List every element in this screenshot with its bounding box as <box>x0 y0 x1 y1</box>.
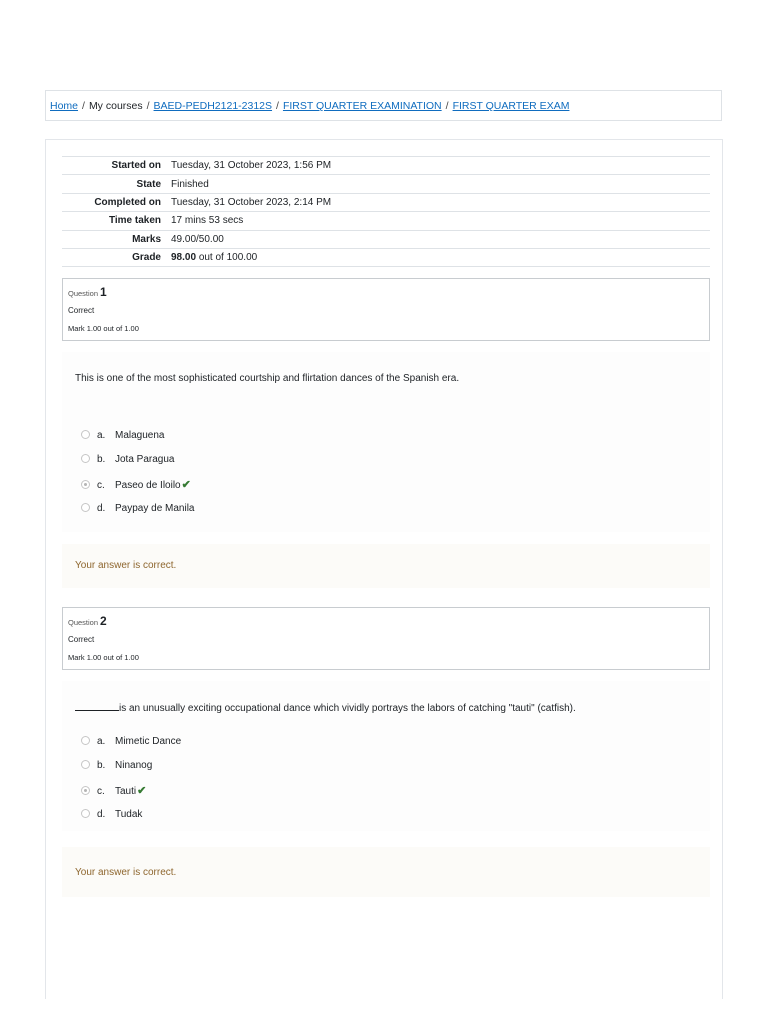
option-label: Tudak <box>115 809 143 820</box>
breadcrumb-home-link[interactable]: Home <box>50 100 79 112</box>
breadcrumb-course-link[interactable]: BAED-PEDH2121-2312S <box>153 100 273 112</box>
radio-button[interactable] <box>81 454 90 463</box>
radio-button-checked[interactable] <box>81 480 90 489</box>
answer-blank <box>75 701 119 711</box>
radio-button[interactable] <box>81 760 90 769</box>
question-text-wrap <box>75 701 576 714</box>
grade-label: Grade <box>132 252 161 264</box>
question-mark: Mark 1.00 out of 1.00 <box>68 653 139 662</box>
checkmark-icon: ✔ <box>181 479 191 491</box>
option-label: Paseo de Iloilo <box>115 480 181 491</box>
grade-suffix: out of 100.00 <box>198 252 258 264</box>
breadcrumb-separator: / <box>82 100 85 112</box>
option-label: Jota Paragua <box>115 454 175 465</box>
option-letter: a. <box>97 736 106 747</box>
question-text: is an unusually exciting occupational dance which vividly portrays the labors of catching "tauti" (catfish). <box>119 703 576 714</box>
question-number-label <box>68 614 107 628</box>
breadcrumb-my-courses: My courses <box>88 100 143 112</box>
question-number: 2 <box>100 614 107 628</box>
radio-button[interactable] <box>81 736 90 745</box>
question-mark: Mark 1.00 out of 1.00 <box>68 324 139 333</box>
summary-label: Marks <box>132 233 161 245</box>
answer-option-selected[interactable] <box>81 784 146 798</box>
question-number: 1 <box>100 285 107 299</box>
summary-row <box>62 212 710 230</box>
radio-button[interactable] <box>81 430 90 439</box>
option-label: Paypay de Manila <box>115 503 195 514</box>
question-prefix: Question <box>68 618 99 627</box>
checkmark-icon: ✔ <box>137 785 147 797</box>
option-label: Tauti <box>115 786 137 797</box>
summary-label: State <box>136 178 161 190</box>
summary-value: Tuesday, 31 October 2023, 2:14 PM <box>171 196 332 208</box>
answer-option-selected[interactable] <box>81 478 191 492</box>
quiz-review-region <box>45 139 723 999</box>
option-letter: d. <box>97 809 106 820</box>
summary-row <box>62 157 710 175</box>
summary-label: Time taken <box>108 215 161 227</box>
summary-label: Completed on <box>94 196 161 208</box>
radio-button-checked[interactable] <box>81 786 90 795</box>
option-letter: c. <box>97 786 105 797</box>
summary-row <box>62 230 710 248</box>
option-letter: a. <box>97 430 106 441</box>
grade-value-cell <box>167 248 710 266</box>
breadcrumb-separator: / <box>276 100 279 112</box>
option-letter: c. <box>97 480 105 491</box>
option-label: Malaguena <box>115 430 165 441</box>
answer-option[interactable] <box>81 760 152 774</box>
breadcrumb-section-link[interactable]: FIRST QUARTER EXAMINATION <box>282 100 442 112</box>
question-text: This is one of the most sophisticated courtship and flirtation dances of the Spanish era. <box>75 373 460 384</box>
answer-option[interactable] <box>81 736 181 750</box>
question-info-1 <box>62 278 710 341</box>
question-feedback-2 <box>62 847 710 897</box>
answer-option[interactable] <box>81 809 142 823</box>
answer-option[interactable] <box>81 430 164 444</box>
feedback-text: Your answer is correct. <box>75 560 177 571</box>
option-letter: b. <box>97 454 106 465</box>
breadcrumb-separator: / <box>146 100 150 112</box>
summary-value: Finished <box>171 178 209 190</box>
question-formulation-2 <box>62 681 710 831</box>
attempt-summary-table <box>62 156 710 267</box>
question-state: Correct <box>68 306 95 315</box>
option-letter: d. <box>97 503 106 514</box>
radio-button[interactable] <box>81 809 90 818</box>
breadcrumb-activity-link[interactable]: FIRST QUARTER EXAM <box>452 100 570 112</box>
summary-row-grade <box>62 248 710 266</box>
breadcrumb <box>50 100 569 112</box>
breadcrumb-bar <box>45 90 722 121</box>
summary-row <box>62 175 710 193</box>
summary-value: Tuesday, 31 October 2023, 1:56 PM <box>171 160 332 172</box>
radio-button[interactable] <box>81 503 90 512</box>
summary-label: Started on <box>111 160 161 172</box>
answer-option[interactable] <box>81 454 175 468</box>
summary-value: 49.00/50.00 <box>171 233 224 245</box>
option-label: Mimetic Dance <box>115 736 182 747</box>
question-prefix: Question <box>68 289 99 298</box>
feedback-text: Your answer is correct. <box>75 867 177 878</box>
question-formulation-1 <box>62 352 710 532</box>
option-label: Ninanog <box>115 760 153 771</box>
summary-value: 17 mins 53 secs <box>171 215 244 227</box>
question-state: Correct <box>68 635 95 644</box>
summary-row <box>62 193 710 211</box>
question-info-2 <box>62 607 710 670</box>
option-letter: b. <box>97 760 106 771</box>
breadcrumb-separator: / <box>445 100 449 112</box>
question-feedback-1 <box>62 544 710 588</box>
answer-option[interactable] <box>81 503 195 517</box>
grade-value: 98.00 <box>171 252 197 264</box>
question-number-label <box>68 285 107 299</box>
